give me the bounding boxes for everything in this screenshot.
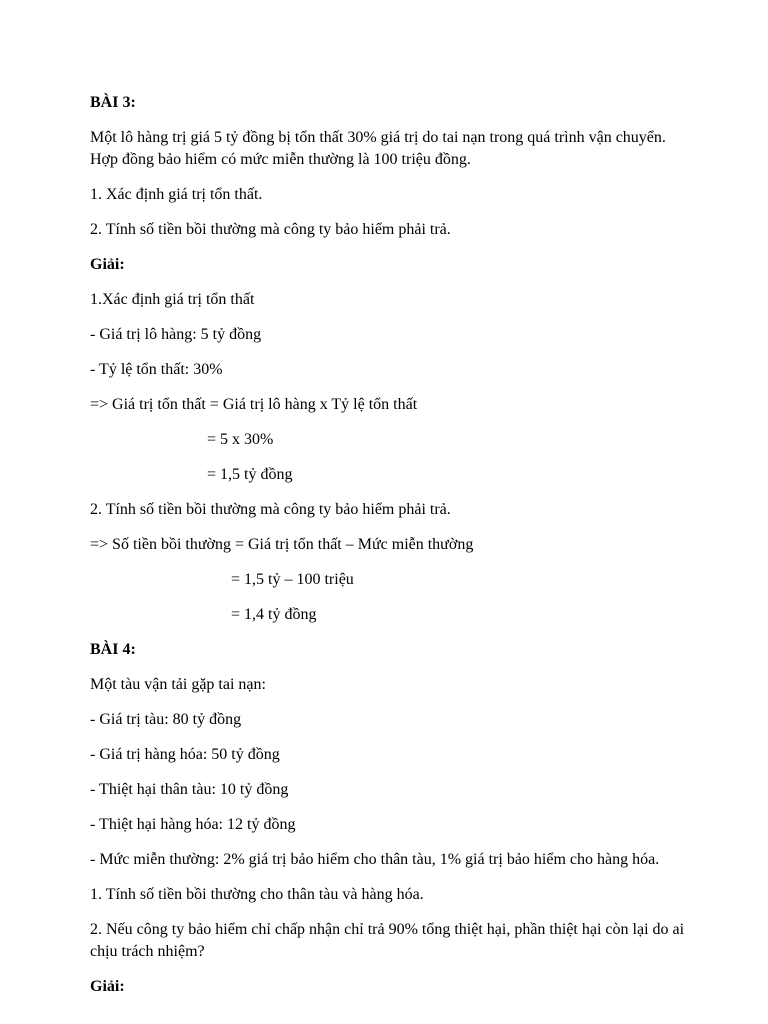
bai3-solution-1-value: - Giá trị lô hàng: 5 tỷ đồng [90, 326, 262, 343]
bai4-item-4: - Thiệt hại hàng hóa: 12 tỷ đồng [90, 816, 296, 833]
bai3-solution-2-title: 2. Tính số tiền bồi thường mà công ty bảo hiểm phải trả. [90, 501, 451, 518]
bai3-solution-2-step-1: = 1,5 tỷ – 100 triệu [231, 571, 354, 588]
bai3-question-2: 2. Tính số tiền bồi thường mà công ty bảo hiểm phải trả. [90, 221, 451, 238]
bai3-problem: Một lô hàng trị giá 5 tỷ đồng bị tổn thất 30% giá trị do tai nạn trong quá trình vận chuyển. Hợp đồng bảo hiểm có mức miễn thường là 100 triệu đồng. [90, 129, 666, 168]
bai4-item-5: - Mức miễn thường: 2% giá trị bảo hiểm cho thân tàu, 1% giá trị bảo hiểm cho hàng hóa. [90, 851, 660, 868]
bai3-solution-1-rate: - Tỷ lệ tổn thất: 30% [90, 361, 223, 378]
bai4-intro: Một tàu vận tải gặp tai nạn: [90, 676, 266, 693]
bai3-solution-label: Giải: [90, 256, 125, 273]
bai4-item-2: - Giá trị hàng hóa: 50 tỷ đồng [90, 746, 280, 763]
bai3-solution-2-formula: => Số tiền bồi thường = Giá trị tổn thất – Mức miễn thường [90, 536, 474, 553]
bai3-heading: BÀI 3: [90, 94, 136, 111]
bai4-item-3: - Thiệt hại thân tàu: 10 tỷ đồng [90, 781, 289, 798]
bai4-question-2: 2. Nếu công ty bảo hiểm chỉ chấp nhận chỉ trả 90% tổng thiệt hại, phần thiệt hại còn lại do ai chịu trách nhiệm? [90, 921, 685, 960]
bai3-solution-1-step-2: = 1,5 tỷ đồng [207, 466, 293, 483]
bai3-solution-1-title: 1.Xác định giá trị tổn thất [90, 291, 255, 308]
bai4-question-1: 1. Tính số tiền bồi thường cho thân tàu và hàng hóa. [90, 886, 424, 903]
bai3-solution-1-step-1: = 5 x 30% [207, 431, 274, 448]
bai4-heading: BÀI 4: [90, 641, 136, 658]
bai4-solution-label: Giải: [90, 978, 125, 995]
bai3-solution-2-step-2: = 1,4 tỷ đồng [231, 606, 317, 623]
bai3-question-1: 1. Xác định giá trị tổn thất. [90, 186, 263, 203]
bai4-item-1: - Giá trị tàu: 80 tỷ đồng [90, 711, 242, 728]
bai3-solution-1-formula: => Giá trị tổn thất = Giá trị lô hàng x Tỷ lệ tổn thất [90, 396, 418, 413]
